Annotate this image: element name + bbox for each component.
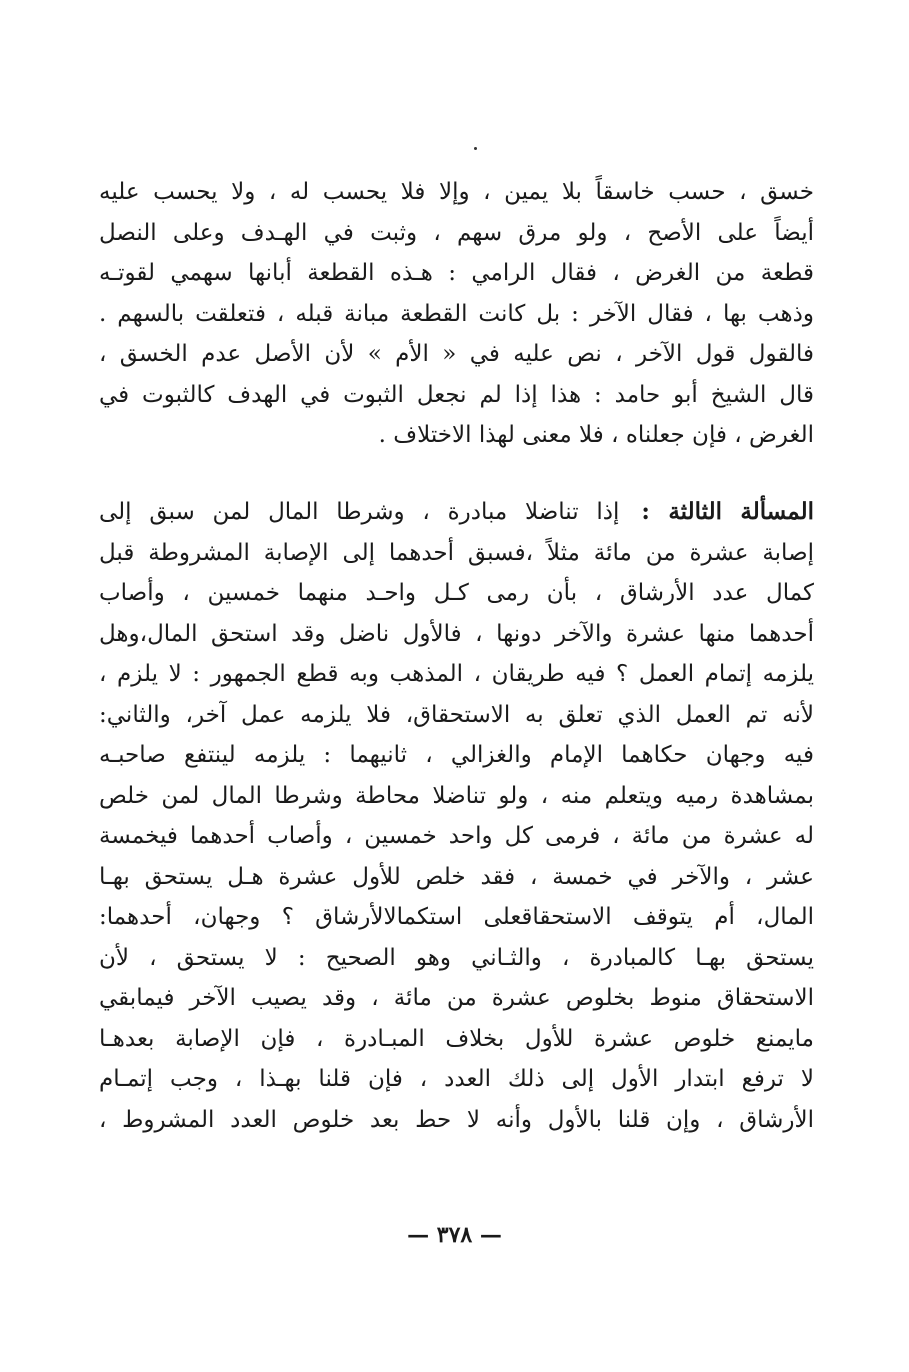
text-line: أيضاً على الأصح ، ولو مرق سهم ، وثبت في الهـدف وعلى النصل (99, 219, 814, 246)
text-line: يستحق بهـا كالمبادرة ، والثـاني وهو الصحيح : لا يستحق ، لأن (99, 944, 814, 971)
text-line: وذهب بها ، فقال الآخر : بل كانت القطعة مبانة قبله ، فتعلقت بالسهم . (99, 300, 814, 327)
text-line: إصابة عشرة من مائة مثلاً ،فسبق أحدهما إلى الإصابة المشروطة قبل (99, 539, 814, 566)
text-line: الاستحقاق منوط بخلوص عشرة من مائة ، وقد يصيب الآخر فيمابقي (99, 985, 814, 1011)
text-line: فالقول قول الآخر ، نص عليه في « الأم » لأن الأصل عدم الخسق ، (99, 341, 814, 367)
text-line: فيه وجهان حكاهما الإمام والغزالي ، ثانيهما : يلزمه لينتفع صاحبـه (99, 742, 814, 768)
text-line-with-heading (99, 492, 814, 533)
text-line: لا ترفع ابتدار الأول إلى ذلك العدد ، فإن قلنا بهـذا ، وجب إتمـام (99, 1066, 814, 1092)
text-line: قطعة من الغرض ، فقال الرامي : هـذه القطعة أبانها سهمي لقوتـه (99, 260, 814, 286)
paragraph-2 (99, 492, 814, 1140)
page-number: — ٣٧٨ — (407, 1222, 502, 1248)
text-line: قال الشيخ أبو حامد : هذا إذا لم نجعل الثبوت في الهدف كالثبوت في (99, 381, 814, 408)
section-heading: المسألة الثالثة : (641, 498, 814, 525)
text-line: بمشاهدة رميه ويتعلم منه ، ولو تناضلا محاطة وشرطا المال لمن خلص (99, 782, 814, 809)
heading-line-text: إذا تناضلا مبادرة ، وشرطا المال لمن سبق إلى (99, 499, 620, 525)
text-line: أحدهما منها عشرة والآخر دونها ، فالأول ناضل وقد استحق المال،وهل (99, 620, 814, 647)
text-line: لأنه تم العمل الذي تعلق به الاستحقاق، فلا يلزمه عمل آخر، والثاني: (99, 701, 814, 728)
text-line: كمال عدد الأرشاق ، بأن رمى كـل واحـد منهما خمسين ، وأصاب (99, 580, 814, 606)
text-line: المال، أم يتوقف الاستحقاقعلى استكمالالأرشاق ؟ وجهان، أحدهما: (99, 904, 814, 930)
text-line: الغرض ، فإن جعلناه ، فلا معنى لهذا الاختلاف . (378, 422, 814, 448)
text-line: له عشرة من مائة ، فرمى كل واحد خمسين ، وأصاب أحدهما فيخمسة (99, 823, 814, 849)
paragraph-1 (99, 172, 814, 456)
text-line: الأرشاق ، وإن قلنا بالأول وأنه لا حط بعد خلوص العدد المشروط ، (99, 1106, 814, 1133)
ink-speck (474, 147, 477, 150)
text-line: يلزمه إتمام العمل ؟ فيه طريقان ، المذهب وبه قطع الجمهور : لا يلزم ، (99, 661, 814, 687)
text-line: مايمنع خلوص عشرة للأول بخلاف المبـادرة ، فإن الإصابة بعدهـا (99, 1025, 814, 1052)
text-line: خسق ، حسب خاسقاً بلا يمين ، وإلا فلا يحسب له ، ولا يحسب عليه (99, 179, 814, 205)
text-line: عشر ، والآخر في خمسة ، فقد خلص للأول عشرة هـل يستحق بهـا (99, 863, 814, 890)
